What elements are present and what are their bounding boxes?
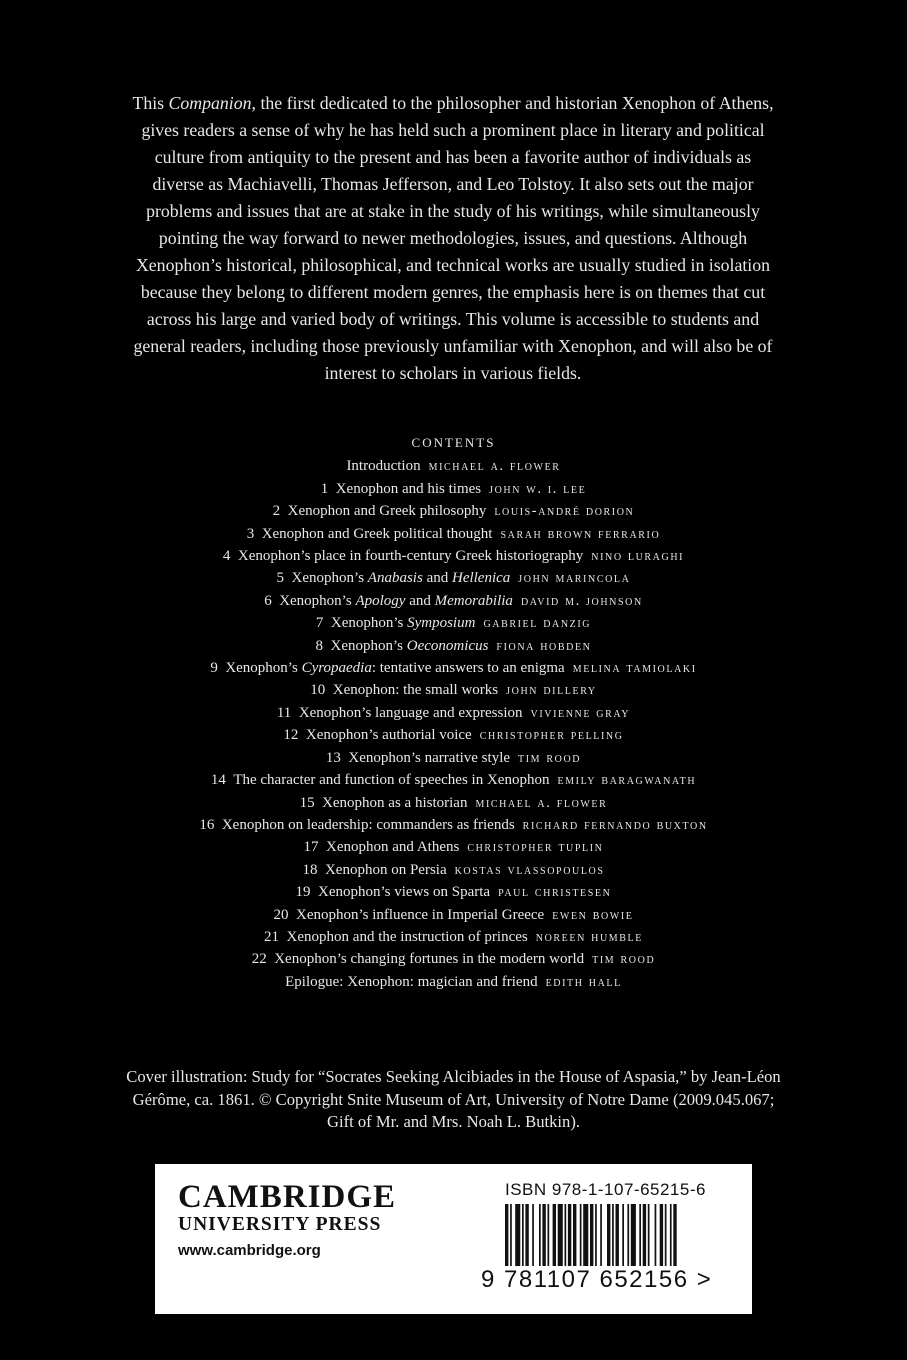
toc-title-segment: Xenophon and his times [335, 480, 482, 497]
toc-entry-title [331, 638, 489, 654]
barcode-bar [643, 1204, 646, 1266]
barcode-bar [665, 1204, 667, 1266]
toc-entry-number: 3 [246, 525, 255, 542]
toc-entry [60, 724, 847, 746]
toc-entry [60, 657, 847, 679]
barcode-bar [670, 1204, 672, 1266]
toc-entry-title [331, 615, 476, 631]
toc-entry [60, 881, 847, 903]
toc-title-segment: Symposium [407, 615, 476, 632]
toc-entry-number: 8 [315, 637, 324, 654]
toc-entry-author: richard fernando buxton [522, 816, 708, 833]
blurb-text-rest: , the first dedicated to the philosopher and historian Xenophon of Athens, gives readers a sense of why he has held such a prominent place in literary and political culture from antiquity to the present and has been a favorite author of individuals as diverse as Machiavelli, Thomas Jefferson, and Leo Tolstoy. It also sets out the major problems and issues that are at stake in the study of his writings, while simultaneously pointing the way forward to newer methodologies, issues, and questions. Although Xenophon’s historical, philosophical, and technical works are usually studied in isolation because they belong to different modern genres, the emphasis here is on themes that cut across his large and varied body of writings. This volume is accessible to students and general readers, including those previously unfamiliar with Xenophon, and will also be of interest to scholars in various fields. [133, 93, 774, 383]
toc-entry-author: christopher tuplin [467, 839, 604, 856]
toc-entry-title [285, 974, 537, 990]
publisher-logo [178, 1180, 396, 1259]
barcode-bar [607, 1204, 610, 1266]
description-blurb [128, 90, 778, 387]
toc-entry-author: noreen humble [535, 928, 643, 945]
toc-title-segment: Oeconomicus [406, 637, 489, 654]
toc-entry-title [233, 772, 549, 788]
toc-entry-title [333, 682, 498, 698]
table-of-contents [60, 432, 847, 993]
toc-entry-author: emily baragwanath [557, 772, 697, 789]
toc-entry-title [346, 458, 420, 474]
toc-title-segment: Xenophon and Greek political thought [261, 525, 493, 542]
barcode-bar [510, 1204, 512, 1266]
toc-entry-author: christopher pelling [479, 727, 624, 744]
barcode-bar [600, 1204, 602, 1266]
toc-title-segment: Xenophon as a historian [322, 794, 468, 811]
toc-title-segment: Xenophon on Persia [324, 861, 447, 878]
toc-title-segment: Hellenica [451, 570, 511, 587]
toc-title-segment: Xenophon’s place in fourth-century Greek historiography [237, 548, 584, 565]
barcode-bar [612, 1204, 614, 1266]
barcode-bar [648, 1204, 650, 1266]
barcode-bar [580, 1204, 582, 1266]
toc-title-segment: Xenophon on leadership: commanders as friends [221, 816, 515, 833]
barcode-bar [558, 1204, 563, 1266]
isbn-label: ISBN 978-1-107-65215-6 [505, 1180, 706, 1199]
toc-entry [60, 635, 847, 657]
toc-entry-author: john w. i. lee [489, 480, 587, 497]
toc-entry-title [299, 705, 523, 721]
barcode-bar [590, 1204, 593, 1266]
barcode-bar [568, 1204, 571, 1266]
toc-title-segment: Cyropaedia [301, 660, 372, 677]
toc-entry-title [326, 839, 459, 855]
toc-entry [60, 948, 847, 970]
toc-title-segment: Xenophon and the instruction of princes [286, 928, 528, 945]
toc-title-segment: Xenophon’s influence in Imperial Greece [295, 906, 545, 923]
barcode-digits: 9 781107 652156 > [481, 1266, 713, 1293]
toc-title-segment: Xenophon’s [279, 592, 356, 609]
barcode-bar [565, 1204, 567, 1266]
toc-entry-author: gabriel danzig [483, 615, 592, 632]
barcode-bar [655, 1204, 657, 1266]
toc-entry-author: tim rood [518, 749, 582, 766]
barcode-bar [639, 1204, 641, 1266]
barcode-bar [539, 1204, 541, 1266]
toc-title-segment: Anabasis [367, 570, 423, 587]
toc-entry-author: john dillery [506, 682, 597, 699]
toc-title-segment: The character and function of speeches in Xenophon [233, 772, 550, 789]
toc-entry [60, 612, 847, 634]
toc-entry-number: 9 [210, 660, 218, 677]
toc-entry-title [292, 570, 511, 586]
toc-entry-number: 19 [295, 884, 311, 901]
toc-entry-title [279, 593, 513, 609]
toc-title-segment: Xenophon and Athens [326, 839, 460, 856]
toc-entry-number: 2 [272, 503, 281, 520]
toc-entry [60, 904, 847, 926]
toc-entry [60, 792, 847, 814]
toc-entry-author: john marincola [518, 570, 631, 587]
toc-title-segment: Xenophon’s [291, 570, 368, 587]
toc-entry [60, 747, 847, 769]
cover-illustration-credit: Cover illustration: Study for “Socrates Seeking Alcibiades in the House of Aspasia,” by Jean-Léon Gérôme, ca. 1861. © Copyright Snite Museum of Art, University of Notre Dame (2009.045.067; Gift of Mr. and Mrs. Noah L. Butkin). [126, 1067, 781, 1131]
toc-entry-author: vivienne gray [530, 704, 631, 721]
barcode-bar [622, 1204, 624, 1266]
toc-title-segment: Xenophon’s [225, 660, 302, 677]
toc-entry-number: 18 [302, 861, 318, 878]
toc-title-segment: Memorabilia [434, 592, 513, 609]
toc-entry-author: nino luraghi [591, 548, 685, 565]
toc-entry-number: 5 [276, 570, 285, 587]
toc-entry-title [262, 526, 493, 542]
toc-entry-title [287, 929, 528, 945]
barcode-bar [522, 1204, 524, 1266]
toc-entry-author: david m. johnson [520, 592, 643, 609]
toc-entry-number: 6 [264, 592, 272, 609]
toc-entry [60, 702, 847, 724]
toc-entry-author: kostas vlassopoulos [454, 861, 605, 878]
toc-entry-number: 22 [251, 951, 267, 968]
toc-entry-title [348, 750, 510, 766]
toc-entry-title [288, 503, 487, 519]
publisher-name: CAMBRIDGE [178, 1179, 397, 1215]
toc-entry-author: michael a. flower [475, 794, 608, 811]
barcode-bar [515, 1204, 520, 1266]
toc-title-segment: and [405, 592, 435, 609]
toc-title-segment: Xenophon’s authorial voice [305, 727, 472, 744]
toc-title-segment: Apology [355, 592, 406, 609]
toc-entry-title [325, 862, 447, 878]
toc-title-segment: and [422, 570, 452, 587]
barcode-bar [525, 1204, 528, 1266]
toc-entry-author: louis-andré dorion [494, 503, 635, 520]
toc-title-segment: Xenophon’s language and expression [298, 704, 523, 721]
barcode-bar [542, 1204, 545, 1266]
barcode-bar [573, 1204, 576, 1266]
toc-entry-number: 4 [222, 548, 231, 565]
toc-title-segment: Xenophon’s [330, 615, 408, 632]
barcode-icon [505, 1204, 727, 1266]
toc-entry-number: 12 [283, 727, 299, 744]
toc-entry [60, 500, 847, 522]
toc-entry-number: 14 [210, 772, 226, 789]
toc-entry-title [274, 951, 584, 967]
toc-entry [60, 545, 847, 567]
toc-title-segment: Xenophon’s narrative style [348, 749, 511, 766]
publisher-url: www.cambridge.org [178, 1242, 321, 1259]
toc-entry [60, 590, 847, 612]
toc-entry-number: 20 [273, 906, 289, 923]
toc-entry-title [306, 727, 472, 743]
barcode-bar [660, 1204, 663, 1266]
toc-entry-number: 11 [276, 704, 292, 721]
toc-title-segment: Epilogue: Xenophon: magician and friend [285, 973, 538, 990]
toc-entry-title [296, 907, 544, 923]
toc-entry-author: edith hall [545, 973, 622, 990]
barcode-bar [553, 1204, 556, 1266]
toc-title-segment: Xenophon’s views on Sparta [318, 884, 491, 901]
toc-entry-number: 17 [303, 839, 319, 856]
toc-entry-author: sarah brown ferrario [500, 525, 661, 542]
toc-entry [60, 567, 847, 589]
toc-entry-author: fiona hobden [496, 637, 592, 654]
toc-entry-number: 1 [320, 480, 329, 497]
toc-entry [60, 523, 847, 545]
toc-entry [60, 926, 847, 948]
toc-entry-number: 7 [315, 615, 324, 632]
toc-entry-number: 15 [299, 794, 315, 811]
toc-entry [60, 679, 847, 701]
toc-entry [60, 478, 847, 500]
toc-entry-number: 13 [325, 749, 341, 766]
toc-entry-author: tim rood [592, 951, 656, 968]
toc-title-segment: Introduction [346, 458, 421, 475]
toc-entry [60, 836, 847, 858]
toc-entry-author: ewen bowie [552, 906, 634, 923]
barcode-bar [673, 1204, 676, 1266]
barcode-bar [505, 1204, 508, 1266]
toc-list [60, 455, 847, 993]
toc-entry-author: melina tamiolaki [572, 660, 697, 677]
toc-entry-title [225, 660, 564, 676]
toc-entry [60, 971, 847, 993]
toc-entry-title [322, 795, 467, 811]
publisher-press: UNIVERSITY PRESS [178, 1214, 382, 1235]
toc-entry-number: 10 [310, 682, 326, 699]
blurb-italic-companion: Companion [168, 93, 252, 113]
barcode-bar [583, 1204, 588, 1266]
toc-title-segment: Xenophon: the small works [332, 682, 499, 699]
toc-entry-title [318, 884, 490, 900]
toc-title-segment: : tentative answers to an enigma [371, 660, 565, 677]
toc-entry-title [238, 548, 583, 564]
contents-heading: CONTENTS [411, 435, 496, 450]
toc-title-segment: Xenophon’s changing fortunes in the modern world [274, 951, 585, 968]
toc-title-segment: Xenophon’s [330, 637, 407, 654]
barcode-bar [532, 1204, 534, 1266]
toc-entry [60, 859, 847, 881]
toc-entry-author: paul christesen [498, 884, 612, 901]
toc-entry [60, 814, 847, 836]
toc-entry-title [222, 817, 515, 833]
barcode-bar [627, 1204, 629, 1266]
toc-title-segment: Xenophon and Greek philosophy [287, 503, 487, 520]
barcode-bar [595, 1204, 597, 1266]
publisher-barcode-box [155, 1164, 752, 1314]
toc-entry [60, 769, 847, 791]
toc-entry-title [336, 481, 481, 497]
blurb-text-start: This [132, 93, 169, 113]
toc-entry-author: michael a. flower [428, 458, 561, 475]
barcode-bar [631, 1204, 636, 1266]
barcode-bar [548, 1204, 550, 1266]
toc-entry-number: 21 [264, 928, 280, 945]
toc-entry [60, 455, 847, 477]
barcode-bar [616, 1204, 619, 1266]
toc-entry-number: 16 [199, 816, 215, 833]
